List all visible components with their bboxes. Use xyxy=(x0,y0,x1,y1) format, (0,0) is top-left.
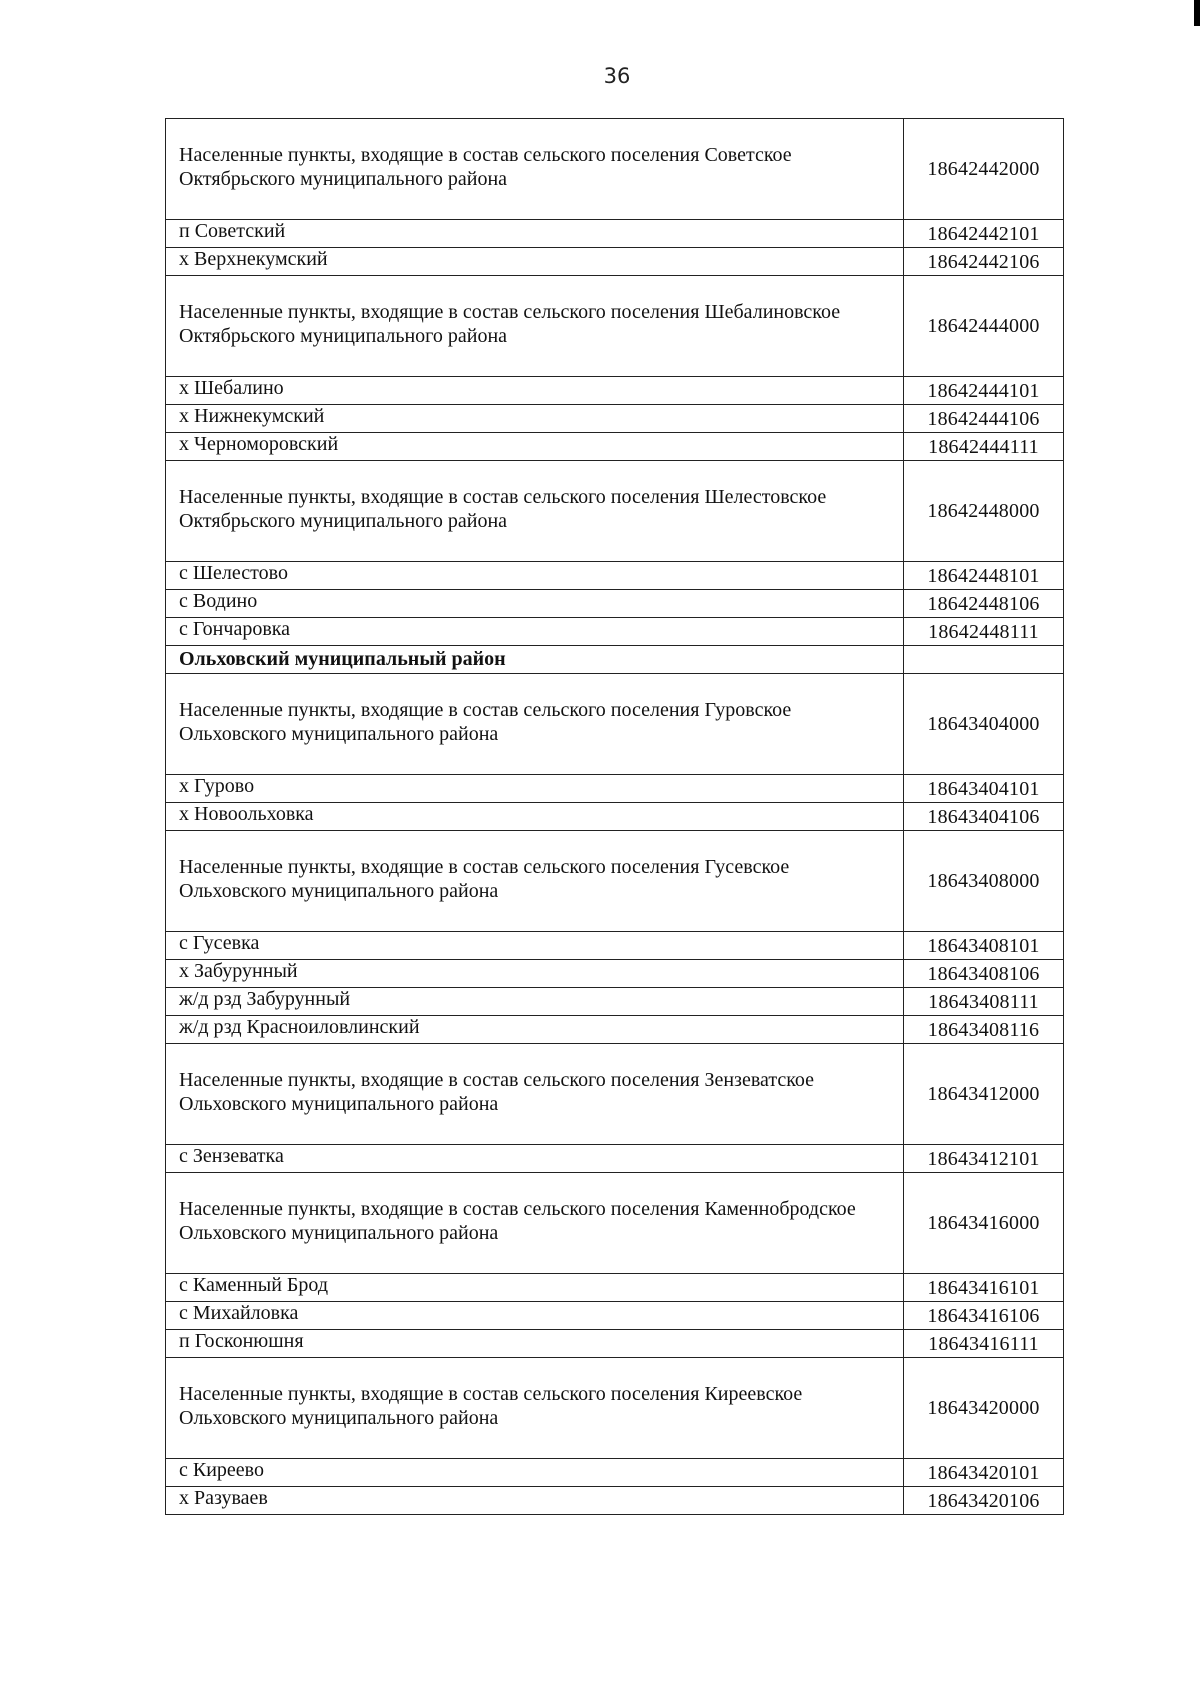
settlement-name-cell: п Госконюшня xyxy=(166,1330,904,1358)
settlement-row xyxy=(166,1145,1064,1173)
okato-code-cell: 18643408106 xyxy=(904,960,1064,988)
okato-code-cell: 18643408101 xyxy=(904,932,1064,960)
settlement-name-cell: с Гусевка xyxy=(166,932,904,960)
settlement-name-cell: Населенные пункты, входящие в состав сельского поселения Советское Октябрьского муниципального района xyxy=(166,119,904,220)
settlement-name-cell: с Киреево xyxy=(166,1459,904,1487)
okato-code-cell: 18643404101 xyxy=(904,775,1064,803)
scan-edge-mark xyxy=(1194,0,1200,26)
okato-code-cell: 18642448111 xyxy=(904,618,1064,646)
okato-code-cell: 18643416111 xyxy=(904,1330,1064,1358)
settlement-name-cell: ж/д рзд Забурунный xyxy=(166,988,904,1016)
settlement-name-cell: ж/д рзд Красноиловлинский xyxy=(166,1016,904,1044)
okato-code-cell: 18643404106 xyxy=(904,803,1064,831)
settlements-table xyxy=(165,118,1064,1515)
settlement-row xyxy=(166,932,1064,960)
settlement-row xyxy=(166,618,1064,646)
okato-code-cell: 18642444106 xyxy=(904,405,1064,433)
settlement-name-cell: х Разуваев xyxy=(166,1487,904,1515)
page-number: 36 xyxy=(603,64,631,88)
settlement-row xyxy=(166,377,1064,405)
settlement-name-cell: Населенные пункты, входящие в состав сельского поселения Шебалиновское Октябрьского муниципального района xyxy=(166,276,904,377)
okato-code-cell: 18643412000 xyxy=(904,1044,1064,1145)
settlements-table-body xyxy=(166,119,1064,1515)
okato-code-cell: 18643408000 xyxy=(904,831,1064,932)
settlement-group-row xyxy=(166,674,1064,775)
settlement-name-cell: х Новоольховка xyxy=(166,803,904,831)
settlement-name-cell: п Советский xyxy=(166,220,904,248)
okato-code-cell: 18642444101 xyxy=(904,377,1064,405)
okato-code-cell xyxy=(904,646,1064,674)
okato-code-cell: 18643416000 xyxy=(904,1173,1064,1274)
settlement-row xyxy=(166,1459,1064,1487)
settlement-name-cell: Населенные пункты, входящие в состав сельского поселения Зензеватское Ольховского муниципального района xyxy=(166,1044,904,1145)
okato-code-cell: 18642442101 xyxy=(904,220,1064,248)
okato-code-cell: 18642444111 xyxy=(904,433,1064,461)
settlement-row xyxy=(166,775,1064,803)
settlement-name-cell: Населенные пункты, входящие в состав сельского поселения Каменнобродское Ольховского муниципального района xyxy=(166,1173,904,1274)
settlement-row xyxy=(166,590,1064,618)
settlement-row xyxy=(166,562,1064,590)
settlement-name-cell: х Нижнекумский xyxy=(166,405,904,433)
settlement-name-cell: х Верхнекумский xyxy=(166,248,904,276)
settlement-row xyxy=(166,433,1064,461)
okato-code-cell: 18642448000 xyxy=(904,461,1064,562)
settlement-group-row xyxy=(166,119,1064,220)
settlement-name-cell: х Шебалино xyxy=(166,377,904,405)
settlement-row xyxy=(166,803,1064,831)
settlement-row xyxy=(166,1487,1064,1515)
settlement-row xyxy=(166,1274,1064,1302)
okato-code-cell: 18642442000 xyxy=(904,119,1064,220)
okato-code-cell: 18643420106 xyxy=(904,1487,1064,1515)
settlement-group-row xyxy=(166,276,1064,377)
settlement-row xyxy=(166,248,1064,276)
settlement-name-cell: х Гурово xyxy=(166,775,904,803)
settlement-name-cell: с Каменный Брод xyxy=(166,1274,904,1302)
settlement-name-cell: Населенные пункты, входящие в состав сельского поселения Гуровское Ольховского муниципального района xyxy=(166,674,904,775)
settlement-row xyxy=(166,405,1064,433)
settlement-name-cell: с Зензеватка xyxy=(166,1145,904,1173)
okato-code-cell: 18643412101 xyxy=(904,1145,1064,1173)
settlement-row xyxy=(166,1330,1064,1358)
okato-code-cell: 18643416106 xyxy=(904,1302,1064,1330)
settlement-name-cell: х Черноморовский xyxy=(166,433,904,461)
settlement-name-cell: Населенные пункты, входящие в состав сельского поселения Шелестовское Октябрьского муниципального района xyxy=(166,461,904,562)
okato-code-cell: 18642448106 xyxy=(904,590,1064,618)
settlement-name-cell: с Шелестово xyxy=(166,562,904,590)
settlement-row xyxy=(166,1302,1064,1330)
okato-code-cell: 18642448101 xyxy=(904,562,1064,590)
settlement-row xyxy=(166,988,1064,1016)
okato-code-cell: 18643420000 xyxy=(904,1358,1064,1459)
settlement-group-row xyxy=(166,1044,1064,1145)
okato-code-cell: 18643420101 xyxy=(904,1459,1064,1487)
okato-code-cell: 18642444000 xyxy=(904,276,1064,377)
settlement-name-cell: Ольховский муниципальный район xyxy=(166,646,904,674)
settlement-row xyxy=(166,220,1064,248)
settlement-group-row xyxy=(166,1173,1064,1274)
settlement-group-row xyxy=(166,831,1064,932)
district-header-row xyxy=(166,646,1064,674)
settlement-row xyxy=(166,1016,1064,1044)
settlement-name-cell: с Водино xyxy=(166,590,904,618)
settlement-group-row xyxy=(166,1358,1064,1459)
okato-code-cell: 18643408111 xyxy=(904,988,1064,1016)
okato-code-cell: 18643416101 xyxy=(904,1274,1064,1302)
settlement-name-cell: с Гончаровка xyxy=(166,618,904,646)
settlement-row xyxy=(166,960,1064,988)
settlement-name-cell: Населенные пункты, входящие в состав сельского поселения Киреевское Ольховского муниципального района xyxy=(166,1358,904,1459)
okato-code-cell: 18643408116 xyxy=(904,1016,1064,1044)
settlement-name-cell: с Михайловка xyxy=(166,1302,904,1330)
settlement-name-cell: Населенные пункты, входящие в состав сельского поселения Гусевское Ольховского муниципального района xyxy=(166,831,904,932)
okato-code-cell: 18643404000 xyxy=(904,674,1064,775)
settlement-group-row xyxy=(166,461,1064,562)
settlement-name-cell: х Забурунный xyxy=(166,960,904,988)
okato-code-cell: 18642442106 xyxy=(904,248,1064,276)
